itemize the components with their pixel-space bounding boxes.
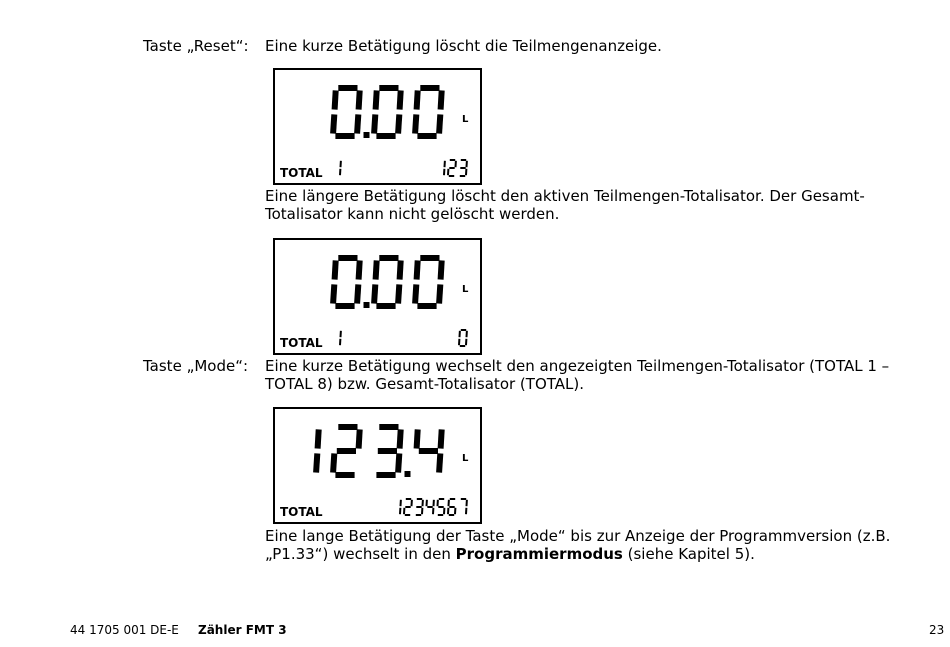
footer-page-number: 23 xyxy=(929,623,945,637)
main-reading-digit xyxy=(333,258,360,306)
counter-digit xyxy=(416,499,423,515)
lcd-graphic xyxy=(275,240,480,353)
total-label: TOTAL xyxy=(280,336,323,350)
unit-label: L xyxy=(462,284,469,295)
mode-long-press-after: (siehe Kapitel 5). xyxy=(622,545,755,563)
footer-doc-number: 44 1705 001 DE-E xyxy=(70,623,179,637)
footer-product: Zähler FMT 3 xyxy=(198,623,287,637)
total-index-digit xyxy=(340,161,341,175)
main-reading-digit xyxy=(415,88,442,136)
reset-long-press-text: Eine längere Betätigung löscht den aktiven Teilmengen-Totalisator. Der Gesamt-Totalisator kann nicht gelöscht werden. xyxy=(265,187,865,223)
counter-digit xyxy=(427,500,434,514)
mode-short-press-text: Eine kurze Betätigung wechselt den angezeigten Teilmengen-Totalisator (TOTAL 1 – TOTAL 8) bzw. Gesamt-Totalisator (TOTAL). xyxy=(265,357,890,393)
mode-long-press-text xyxy=(265,527,925,563)
mode-long-press-before: Eine lange Betätigung der Taste „Mode“ bis zur Anzeige der Programmversion (z.B. „P1.33“) wechselt in den xyxy=(265,527,891,563)
total-index-digit xyxy=(340,331,341,345)
main-reading-digit xyxy=(333,427,360,475)
main-reading-digit xyxy=(333,88,360,136)
counter-digit xyxy=(438,499,445,515)
total-label: TOTAL xyxy=(280,505,323,519)
counter-digit xyxy=(448,160,456,176)
main-reading-digit xyxy=(415,258,442,306)
main-reading-digit xyxy=(374,88,401,136)
main-reading-digit xyxy=(417,429,442,472)
main-reading-digit xyxy=(374,258,401,306)
counter-digit xyxy=(461,499,467,514)
reset-short-press-text: Eine kurze Betätigung löscht die Teilmengenanzeige. xyxy=(265,37,662,55)
unit-label: L xyxy=(462,114,469,125)
mode-key-label: Taste „Mode“: xyxy=(143,357,249,375)
lcd-graphic xyxy=(275,409,480,522)
total-label: TOTAL xyxy=(280,166,323,180)
counter-digit xyxy=(448,499,455,515)
counter-digit xyxy=(460,160,467,176)
programming-mode-term: Programmiermodus xyxy=(455,545,623,563)
counter-digit xyxy=(404,499,412,515)
counter-digit xyxy=(400,500,401,514)
counter-digit xyxy=(459,330,467,346)
main-reading-decimal-point xyxy=(364,302,370,308)
lcd-graphic xyxy=(275,70,480,183)
lcd-display-2 xyxy=(273,238,482,355)
lcd-display-3 xyxy=(273,407,482,524)
main-reading-digit xyxy=(376,427,400,475)
counter-digit xyxy=(444,161,445,175)
lcd-display-1 xyxy=(273,68,482,185)
reset-key-label: Taste „Reset“: xyxy=(143,37,249,55)
unit-label: L xyxy=(462,453,469,464)
main-reading-decimal-point xyxy=(364,132,370,138)
main-reading-decimal-point xyxy=(405,471,411,477)
main-reading-digit xyxy=(316,429,319,472)
